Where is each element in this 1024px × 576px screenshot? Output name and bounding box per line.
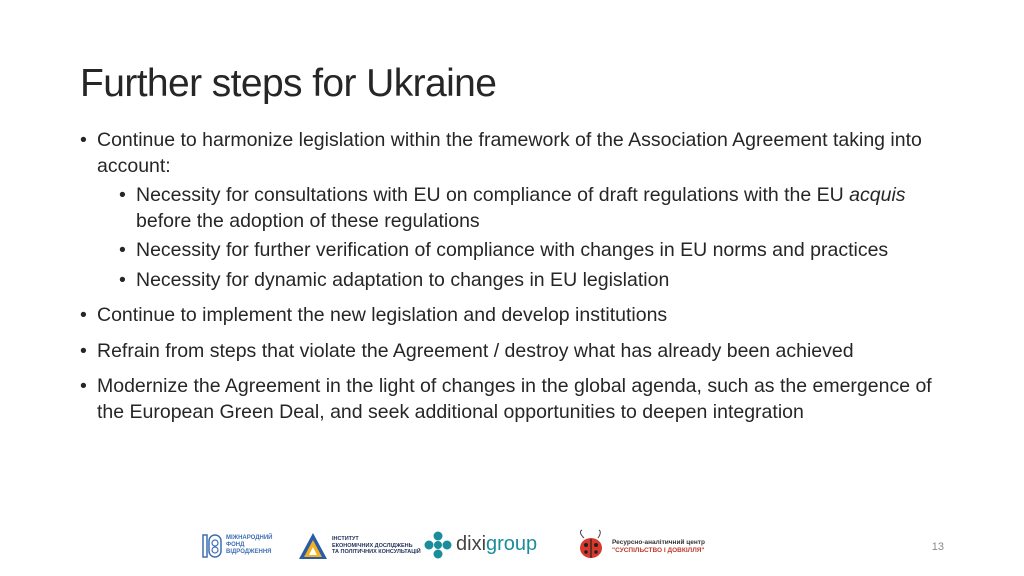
slide-title: Further steps for Ukraine xyxy=(80,62,497,105)
page-number: 13 xyxy=(931,541,944,553)
bullet-icon: • xyxy=(119,268,126,291)
bullet-1-text: Continue to harmonize legislation within the framework of the Association Agreement taking into account: xyxy=(97,129,922,177)
sub-bullets xyxy=(97,183,960,293)
bullet-3 xyxy=(80,339,960,365)
dixigroup-logo xyxy=(424,530,564,562)
irf-line-3: ВІДРОДЖЕННЯ xyxy=(226,549,272,555)
irf-logo xyxy=(202,532,282,562)
sub-bullet-1 xyxy=(119,183,960,234)
sub-bullet-2 xyxy=(119,238,960,264)
resource-line-1: Ресурсно-аналітичний центр xyxy=(612,539,705,546)
bullet-2-text: Continue to implement the new legislation and develop institutions xyxy=(97,304,668,326)
dixi-text: dixi xyxy=(456,533,487,555)
resource-center-logo xyxy=(574,528,724,562)
acquis-term: acquis xyxy=(849,184,906,206)
bullet-icon: • xyxy=(119,184,126,206)
irf-emblem-icon xyxy=(202,534,222,558)
ladybug-icon xyxy=(574,529,608,561)
bullet-4 xyxy=(80,374,960,425)
sub-bullet-1-text-a: Necessity for consultations with EU on compliance of draft regulations with the EU xyxy=(136,184,850,206)
institute-line-3: ТА ПОЛІТИЧНИХ КОНСУЛЬТАЦІЙ xyxy=(332,549,421,555)
bullet-icon: • xyxy=(80,304,87,326)
institute-line-1: ІНСТИТУТ xyxy=(332,536,359,542)
dixigroup-emblem-icon xyxy=(424,531,452,559)
bullet-icon: • xyxy=(119,239,126,261)
irf-line-2: ФОНД xyxy=(226,542,245,548)
institute-triangle-icon xyxy=(298,532,328,560)
institute-logo xyxy=(298,530,421,562)
bullet-2 xyxy=(80,303,960,329)
sub-bullet-2-text: Necessity for further verification of compliance with changes in EU norms and practices xyxy=(136,239,889,261)
irf-line-1: МІЖНАРОДНИЙ xyxy=(226,535,273,541)
group-text: group xyxy=(486,533,538,555)
bullet-icon: • xyxy=(80,375,87,397)
bullet-1 xyxy=(80,128,960,293)
resource-line-2: "СУСПІЛЬСТВО І ДОВКІЛЛЯ" xyxy=(612,547,705,554)
slide-body xyxy=(80,128,960,435)
sub-bullet-1-text-b: before the adoption of these regulations xyxy=(136,209,480,232)
bullet-icon: • xyxy=(80,339,87,362)
sub-bullet-3 xyxy=(119,268,960,294)
bullet-4-text: Modernize the Agreement in the light of changes in the global agenda, such as the emergence of the European Green Deal, and seek additional opportunities to deepen integration xyxy=(97,375,932,423)
bullet-icon: • xyxy=(80,129,87,151)
bullet-3-text: Refrain from steps that violate the Agreement / destroy what has already been achieved xyxy=(97,339,854,362)
institute-line-2: ЕКОНОМІЧНИХ ДОСЛІДЖЕНЬ xyxy=(332,542,413,549)
sub-bullet-3-text: Necessity for dynamic adaptation to changes in EU legislation xyxy=(136,268,670,291)
